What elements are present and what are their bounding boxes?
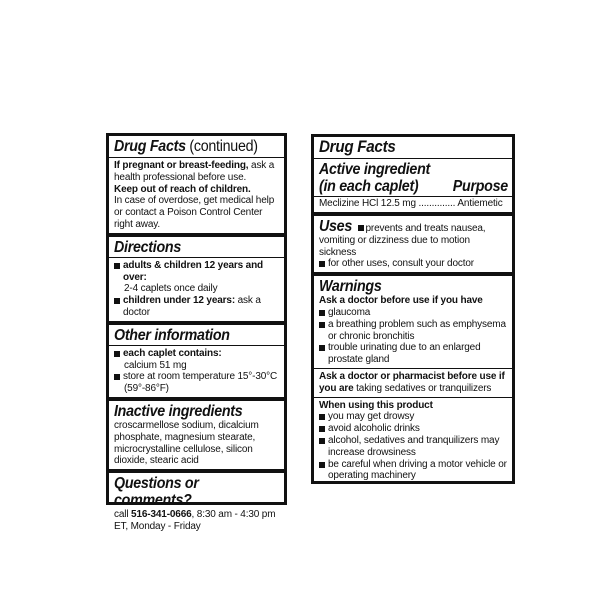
other-calcium: calcium 51 mg [124, 359, 187, 371]
ask-doctor-heading: Ask a doctor before use if you have [319, 295, 483, 307]
active-ingredient-line: Meclizine HCl 12.5 mg .............. Antiemetic [319, 198, 503, 209]
inactive-ingredients-text: croscarmellose sodium, dicalcium phosphate, magnesium stearate, microcrystalline cellulose, silicon dioxide, stearic acid [114, 419, 259, 467]
directions-adults-dose: 2-4 caplets once daily [124, 283, 218, 295]
pregnant-warning: If pregnant or breast-feeding, ask a health professional before use. [114, 160, 275, 183]
when-using-heading: When using this product [319, 399, 433, 411]
directions-adults: adults & children 12 years and over: [114, 260, 280, 284]
overdose-text: In case of overdose, get medical help or contact a Poison Control Center right away. [114, 195, 275, 230]
uses-line-1: Uses prevents and treats nausea, vomiting or dizziness due to motion sickness [319, 217, 486, 258]
other-each-caplet: each caplet contains: [114, 348, 280, 360]
warning-urinating: trouble urinating due to an enlarged prostate gland [319, 342, 508, 366]
inactive-ingredients-heading: Inactive ingredients [114, 402, 243, 420]
when-using-driving: be careful when driving a motor vehicle or operating machinery [319, 459, 508, 483]
left-title: Drug Facts (continued) [114, 138, 258, 155]
uses-line-2: for other uses, consult your doctor [319, 258, 508, 270]
warnings-heading: Warnings [319, 278, 382, 296]
drug-facts-continued-panel [106, 133, 287, 532]
drug-facts-panel [311, 134, 515, 484]
directions-children: children under 12 years: ask a doctor [114, 295, 280, 319]
warning-glaucoma: glaucoma [319, 307, 508, 319]
when-using-sedatives: alcohol, sedatives and tranquilizers may increase drowsiness [319, 435, 508, 459]
directions-heading: Directions [114, 238, 181, 256]
questions-heading: Questions or comments? [114, 475, 199, 510]
keep-out-warning: Keep out of reach of children. [114, 183, 251, 195]
other-store: store at room temperature 15°-30°C [114, 371, 280, 383]
active-ingredient-heading: Active ingredient [319, 161, 431, 178]
purpose-heading: Purpose [452, 178, 508, 195]
other-store-f: (59°-86°F) [124, 383, 169, 395]
active-ingredient-subheading: (in each caplet) [319, 178, 419, 195]
warning-breathing: a breathing problem such as emphysema or chronic bronchitis [319, 319, 508, 343]
when-using-alcohol: avoid alcoholic drinks [319, 423, 508, 435]
right-title: Drug Facts [319, 138, 396, 156]
questions-contact: call 516-341-0666, 8:30 am - 4:30 pm ET, Monday - Friday [114, 509, 276, 532]
other-information-heading: Other information [114, 326, 230, 344]
ask-pharmacist: Ask a doctor or pharmacist before use if you are taking sedatives or tranquilizers [319, 370, 505, 394]
when-using-drowsy: you may get drowsy [319, 411, 508, 423]
